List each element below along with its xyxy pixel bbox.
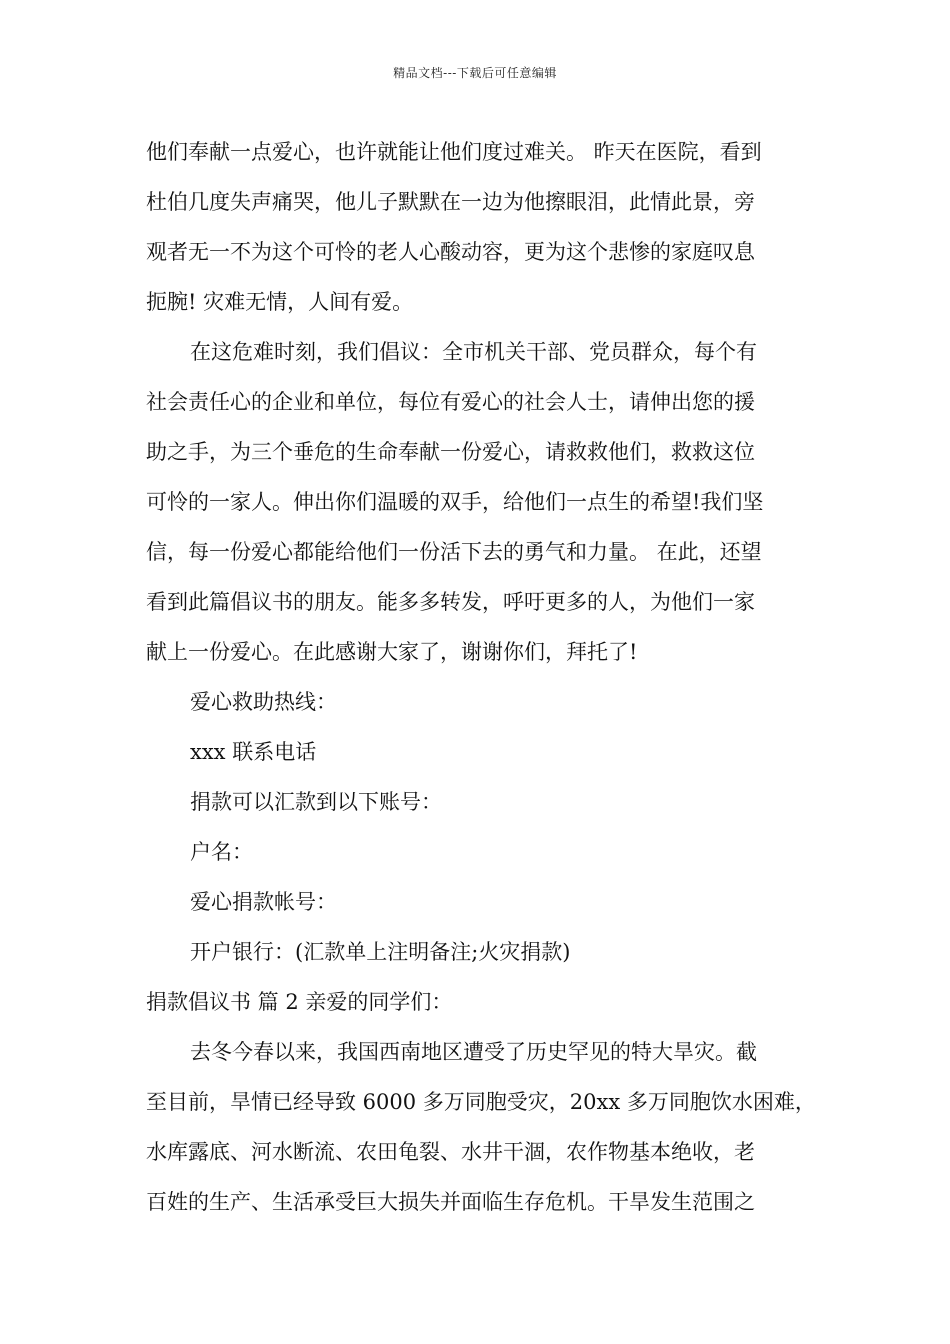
text-line: 献上一份爱心。在此感谢大家了，谢谢你们，拜托了!: [146, 640, 638, 664]
text-line: 杜伯几度失声痛哭，他儿子默默在一边为他擦眼泪，此情此景，旁: [146, 190, 755, 214]
text-line: 扼腕! 灾难无情，人间有爱。: [146, 290, 414, 314]
text-line: 去冬今春以来，我国西南地区遭受了历史罕见的特大旱灾。截: [190, 1040, 757, 1064]
text-line: 信，每一份爱心都能给他们一份活下去的勇气和力量。 在此，还望: [146, 540, 762, 564]
text-line: 百姓的生产、生活承受巨大损失并面临生存危机。干旱发生范围之: [146, 1190, 755, 1214]
text-line: 户名：: [190, 840, 253, 864]
text-line: 社会责任心的企业和单位，每位有爱心的社会人士，请伸出您的援: [146, 390, 755, 414]
text-line: xxx 联系电话: [190, 740, 317, 764]
text-line: 捐款可以汇款到以下账号：: [190, 790, 442, 814]
text-line: 水库露底、河水断流、农田龟裂、水井干涸，农作物基本绝收，老: [146, 1140, 755, 1164]
document-body: [146, 127, 816, 1227]
text-line: 助之手，为三个垂危的生命奉献一份爱心，请救救他们，救救这位: [146, 440, 755, 464]
text-line: 爱心救助热线：: [190, 690, 337, 714]
text-line: 他们奉献一点爱心，也许就能让他们度过难关。 昨天在医院，看到: [146, 140, 762, 164]
text-line: 在这危难时刻，我们倡议：全市机关干部、党员群众，每个有: [190, 340, 757, 364]
text-line: 看到此篇倡议书的朋友。能多多转发，呼吁更多的人，为他们一家: [146, 590, 755, 614]
page-header: 精品文档---下载后可任意编辑: [393, 66, 557, 80]
text-line: 捐款倡议书 篇 2 亲爱的同学们：: [146, 990, 453, 1014]
text-line: 至目前，旱情已经导致 6000 多万同胞受灾，20xx 多万同胞饮水困难，: [146, 1090, 816, 1114]
text-line: 开户银行：(汇款单上注明备注;火灾捐款): [190, 940, 571, 964]
text-line: 可怜的一家人。伸出你们温暖的双手，给他们一点生的希望!我们坚: [146, 490, 764, 514]
text-line: 爱心捐款帐号：: [190, 890, 337, 914]
text-line: 观者无一不为这个可怜的老人心酸动容，更为这个悲惨的家庭叹息: [146, 240, 755, 264]
